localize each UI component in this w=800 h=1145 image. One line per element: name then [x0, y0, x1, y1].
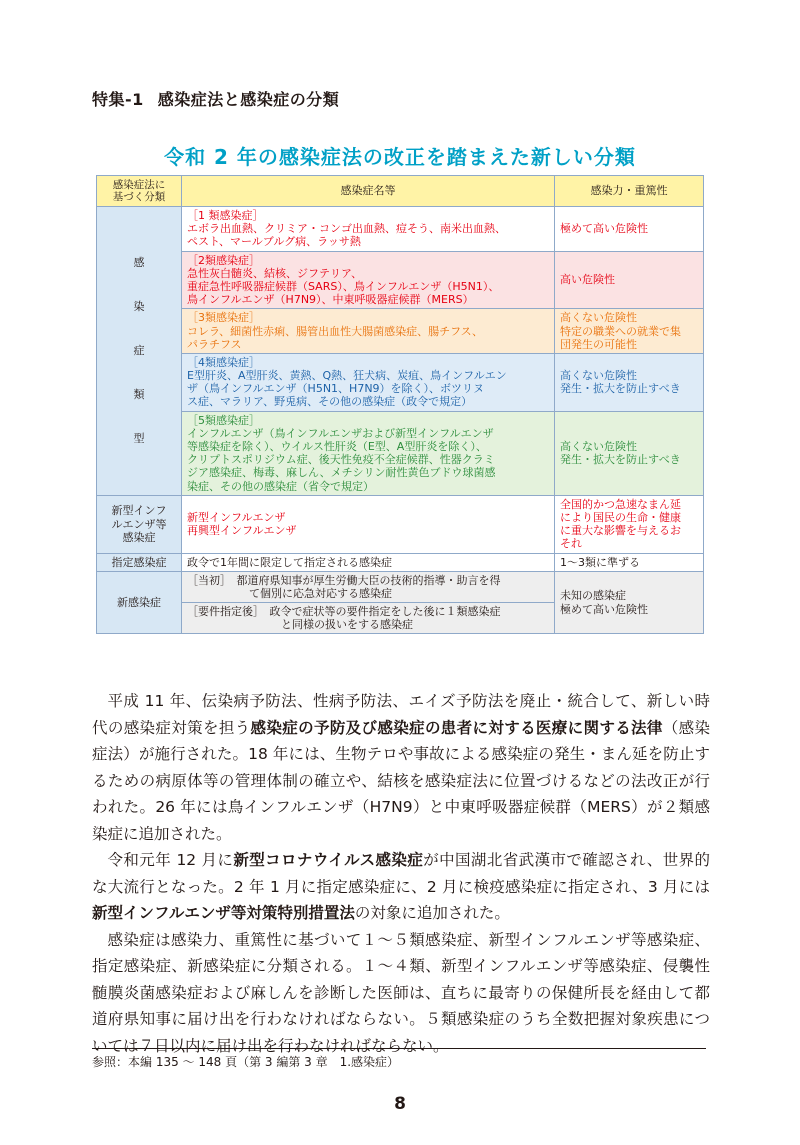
class2-diseases: ［2類感染症］ 急性灰白髄炎、結核、ジフテリア、 重症急性呼吸器症候群（SARS）、鳥インフルエンザ（H5N1）、 鳥インフルエンザ（H7N9）、中東呼吸器症候群（MERS） — [182, 251, 555, 309]
pandemic-flu-label: 新型インフ ルエンザ等 感染症 — [97, 495, 182, 553]
class1-severity: 極めて高い危険性 — [555, 207, 704, 252]
table-row — [97, 207, 704, 252]
class4-diseases: ［4類感染症］ E型肝炎、A型肝炎、黄熱、Q熱、狂犬病、炭疽、鳥インフルエン ザ（鳥インフルエンザ（H5N1、H7N9）を除く）、ボツリヌ ス症、マラリア、野兎病、その他の感染症（政令で規定） — [182, 353, 555, 411]
header-disease-name: 感染症名等 — [182, 176, 555, 207]
table-title: 令和 2 年の感染症法の改正を踏まえた新しい分類 — [164, 145, 636, 169]
section-heading: 感染症法と感染症の分類 — [157, 90, 340, 109]
section-title — [92, 87, 339, 110]
header-classification: 感染症法に 基づく分類 — [97, 176, 182, 207]
pandemic-flu-diseases: 新型インフルエンザ 再興型インフルエンザ — [182, 495, 555, 553]
pandemic-flu-severity: 全国的かつ急速なまん延 により国民の生命・健康 に重大な影響を与えるお それ — [555, 495, 704, 553]
table-row — [97, 553, 704, 571]
class4-severity: 高くない危険性 発生・拡大を防止すべき — [555, 353, 704, 411]
table-row — [97, 495, 704, 553]
class3-diseases: ［3類感染症］ コレラ、細菌性赤痢、腸管出血性大腸菌感染症、腸チフス、 パラチフス — [182, 309, 555, 354]
paragraph-2: 令和元年 12 月に新型コロナウイルス感染症が中国湖北省武漢市で確認され、世界的な大流行となった。2 年 1 月に指定感染症に、2 月に検疫感染症に指定され、3 月には新型インフルエンザ等対策特別措置法の対象に追加された。 — [92, 851, 710, 922]
designated-severity: 1～3類に準ずる — [555, 553, 704, 571]
table-row — [97, 411, 704, 495]
page-number: 8 — [394, 1094, 406, 1114]
new-infectious-initial: ［当初］ 都道府県知事が厚生労働大臣の技術的指導・助言を得 て個別に応急対応する感染症 — [182, 571, 555, 602]
designated-label: 指定感染症 — [97, 553, 182, 571]
class1-diseases: ［1 類感染症］ エボラ出血熱、クリミア・コンゴ出血熱、痘そう、南米出血熱、 ペスト、マールブルグ病、ラッサ熱 — [182, 207, 555, 252]
table-header-row — [97, 176, 704, 207]
new-infectious-label: 新感染症 — [97, 571, 182, 634]
new-infectious-severity: 未知の感染症 極めて高い危険性 — [555, 571, 704, 634]
table-row — [97, 353, 704, 411]
class5-severity: 高くない危険性 発生・拡大を防止すべき — [555, 411, 704, 495]
table-row — [97, 309, 704, 354]
designated-diseases: 政令で1年間に限定して指定される感染症 — [182, 553, 555, 571]
footnote-reference: 参照：本編 135 ～ 148 頁（第 3 編第 3 章 1.感染症） — [92, 1055, 400, 1069]
class2-severity: 高い危険性 — [555, 251, 704, 309]
table-row — [97, 251, 704, 309]
class3-severity: 高くない危険性 特定の職業への就業で集 団発生の可能性 — [555, 309, 704, 354]
footnote-divider — [92, 1048, 706, 1049]
table-row — [97, 571, 704, 602]
type-label: 感 染 症 類 型 — [97, 207, 182, 496]
classification-table — [96, 175, 704, 634]
paragraph-3: 感染症は感染力、重篤性に基づいて１～５類感染症、新型インフルエンザ等感染症、指定感染症、新感染症に分類される。１～４類、新型インフルエンザ等感染症、侵襲性髄膜炎菌感染症および麻しんを診断した医師は、直ちに最寄りの保健所長を経由して都道府県知事に届け出を行わなければならない。５類感染症のうち全数把握対象疾患については７日以内に届け出を行わなければならない。 — [92, 930, 710, 1055]
new-infectious-requirement: ［要件指定後］ 政令で症状等の要件指定をした後に１類感染症 と同様の扱いをする感染症 — [182, 603, 555, 634]
body-text — [92, 688, 710, 1059]
section-label: 特集-1 — [92, 90, 144, 109]
paragraph-1: 平成 11 年、伝染病予防法、性病予防法、エイズ予防法を廃止・統合して、新しい時代の感染症対策を担う感染症の予防及び感染症の患者に対する医療に関する法律（感染症法）が施行された。18 年には、生物テロや事故による感染症の発生・まん延を防止するための病原体等の管理体制の確立や、結核を感染症法に位置づけるなどの法改正が行われた。26 年には鳥インフルエンザ（H7N9）と中東呼吸器症候群（MERS）が２類感染症に追加された。 — [92, 692, 710, 843]
header-severity: 感染力・重篤性 — [555, 176, 704, 207]
class5-diseases: ［5類感染症］ インフルエンザ（鳥インフルエンザおよび新型インフルエンザ 等感染症を除く）、ウイルス性肝炎（E型、A型肝炎を除く）、 クリプトスポリジウム症、後天性免疫不全症候群、性器クラミ ジア感染症、梅毒、麻しん、メチシリン耐性黄色ブドウ球菌感 染症、その他の感染症（省令で規定） — [182, 411, 555, 495]
